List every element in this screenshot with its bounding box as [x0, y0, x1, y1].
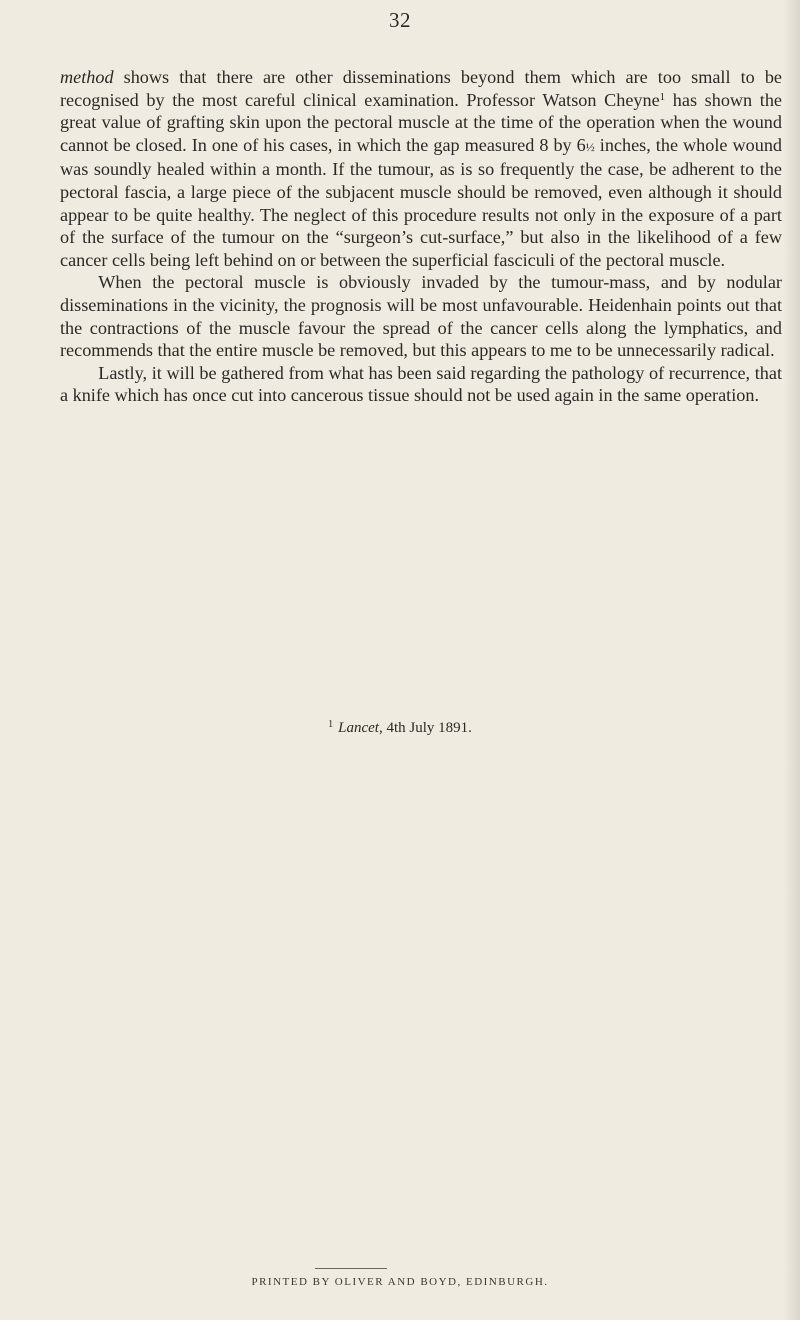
page-number: 32 — [389, 8, 411, 32]
footnote-marker: 1 — [328, 719, 334, 730]
footnote-reference: 1 — [659, 90, 666, 103]
fraction-half: ½ — [585, 139, 595, 154]
printer-imprint: PRINTED BY OLIVER AND BOYD, EDINBURGH. — [251, 1276, 549, 1288]
paragraph-1-text-b: has shown the great value of grafting skin upon the pectoral muscle at the time of the operation when the wound cannot be closed. In one of his cases, in which the gap measured 8 by 6 — [60, 89, 782, 155]
paragraph-3: Lastly, it will be gathered from what has been said regarding the pathology of recurrence, that a knife which has once cut into cancerous tissue should not be used again in the same operation. — [60, 362, 782, 406]
page-edge-shadow — [784, 0, 800, 1320]
italic-lead-word: method — [60, 67, 114, 87]
imprint-rule — [315, 1268, 387, 1269]
paragraph-1-text-c: inches, the whole wound was soundly healed within a month. If the tumour, as is so frequently the case, be adherent to the pectoral fascia, a large piece of the subjacent muscle should be removed, even although it should appear to be quite healthy. The neglect of this procedure results not only in the exposure of a part of the surface of the tumour on the “surgeon’s cut-surface,” but also in the likelihood of a few cancer cells being left behind on or between the superficial fasciculi of the pectoral muscle. — [60, 134, 783, 270]
paragraph-1 — [60, 66, 782, 271]
paragraph-2: When the pectoral muscle is obviously invaded by the tumour-mass, and by nodular disseminations in the vicinity, the prognosis will be most unfavourable. Heidenhain points out that the contractions of the muscle favour the spread of the cancer cells along the lymphatics, and recommends that the entire muscle be removed, but this appears to me to be unnecessarily radical. — [60, 272, 782, 361]
footnote — [0, 716, 800, 737]
footnote-source: Lancet — [338, 720, 379, 736]
paragraph-1-text-a: shows that there are other disseminations beyond them which are too small to be recognised by the most careful clinical examination. Professor Watson Cheyne — [60, 67, 782, 110]
footnote-date: , 4th July 1891. — [378, 720, 472, 736]
body-text — [60, 66, 782, 407]
